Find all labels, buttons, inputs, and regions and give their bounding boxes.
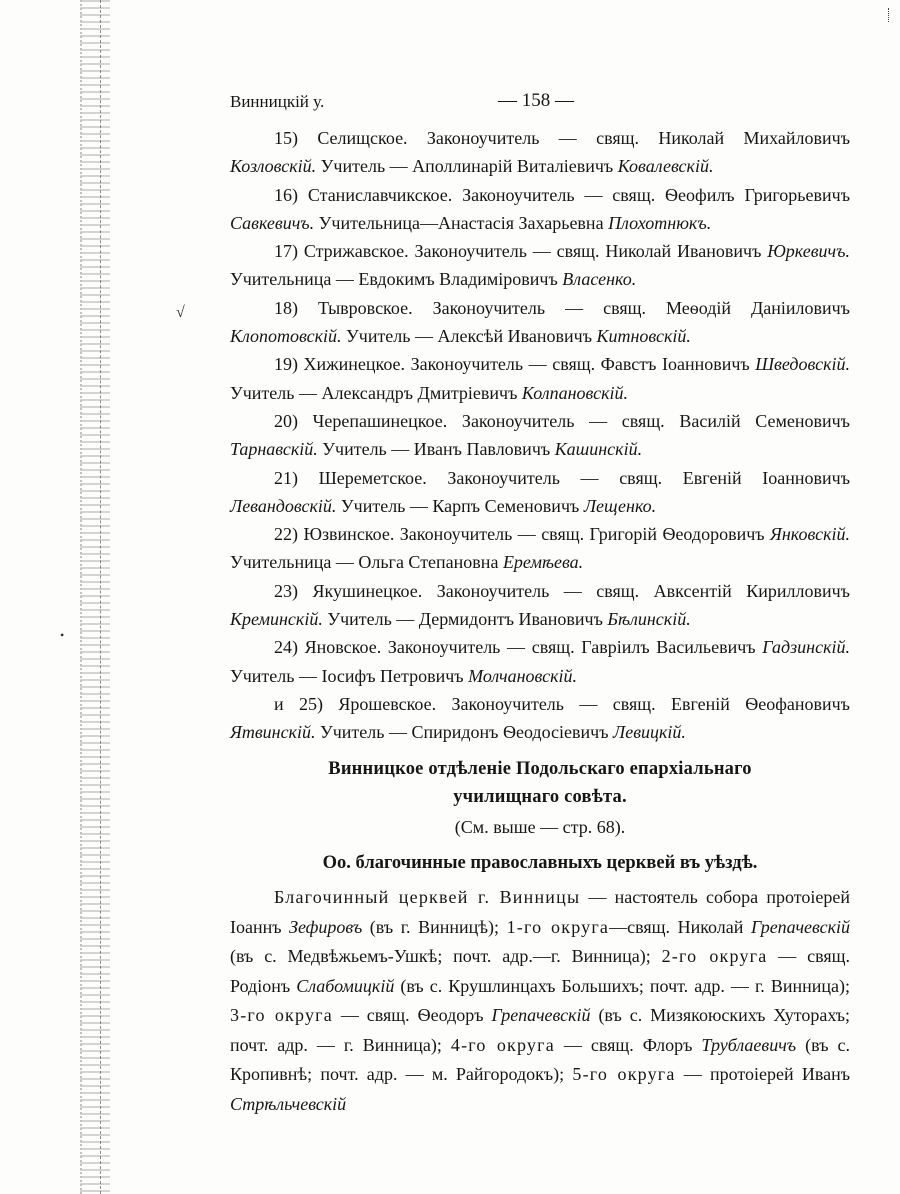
para-text: (въ с. Медвѣжьемъ-Ушкѣ; почт. адр.—г. Винница); [230, 946, 662, 967]
surname: Зефировъ [289, 916, 363, 937]
entry-teacher: Учитель — Іосифъ Петровичъ [230, 665, 469, 686]
entry-lead: 20) Черепашинецкое. Законоучитель — свящ. Василій Семеновичъ [274, 410, 850, 431]
entry-lead: 18) Тывровское. Законоучитель — свящ. Меѳодій Даніиловичъ [274, 297, 850, 318]
para-text: — свящ. Флоръ [554, 1034, 702, 1055]
entry-surname: Ковалевскій. [617, 156, 714, 177]
district-label: 5-го округа [572, 1064, 676, 1085]
school-entry [230, 181, 850, 238]
entry-teacher: Учитель — Алексѣй Ивановичъ [341, 326, 597, 347]
section-reference: (См. выше — стр. 68). [454, 816, 626, 837]
entry-teacher: Учитель — Иванъ Павловичъ [317, 439, 555, 460]
running-head: Винницкій у. [230, 92, 325, 111]
surname: Трублаевичъ [701, 1034, 797, 1055]
section-heading [230, 755, 850, 811]
school-entries [230, 124, 850, 747]
entry-surname: Еремѣева. [502, 552, 584, 573]
school-entry [230, 294, 850, 351]
school-entry [230, 577, 850, 634]
entry-surname: Лещенко. [583, 495, 657, 516]
page-number: — 158 — [498, 90, 574, 111]
entry-lead: и 25) Ярошевское. Законоучитель — свящ. Евгеній Ѳеофановичъ [274, 693, 850, 714]
entry-surname: Ятвинскій. [230, 722, 316, 743]
binding-seam [100, 0, 105, 1194]
school-entry [230, 690, 850, 747]
page-header [230, 92, 850, 114]
entry-surname: Левицкій. [613, 722, 686, 743]
entry-lead: 24) Яновское. Законоучитель — свящ. Гавріилъ Васильевичъ [274, 637, 756, 658]
binding-edge [80, 0, 110, 1194]
entry-surname: Плохотнюкъ. [608, 212, 712, 233]
entry-surname: Клопотовскій. [230, 326, 342, 347]
school-entry [230, 237, 850, 294]
page-body [230, 124, 850, 1119]
entry-teacher: Учительница — Евдокимъ Владиміровичъ [230, 269, 563, 290]
edge-mark [888, 8, 892, 22]
para-text: (въ с. Крушлинцахъ Большихъ; почт. адр. — г. Винница); [394, 975, 850, 996]
entry-surname: Власенко. [562, 269, 637, 290]
entry-teacher: Учитель — Спиридонъ Ѳеодосіевичъ [315, 722, 614, 743]
surname: Грепачевскій [491, 1005, 591, 1026]
section-heading-line2: училищнаго совѣта. [453, 786, 627, 807]
entry-surname: Кашинскій. [554, 439, 643, 460]
school-entry [230, 520, 850, 577]
para-text: Благочинный церквей г. Винницы [274, 887, 581, 908]
subsection-heading: Оо. благочинные православныхъ церквей въ уѣздѣ. [322, 852, 758, 873]
entry-surname: Молчановскій. [468, 665, 577, 686]
entry-surname: Креминскій. [230, 609, 323, 630]
surname: Грепачевскій [750, 916, 851, 937]
margin-dot-mark: • [60, 628, 65, 642]
para-text: —свящ. Николай [609, 916, 751, 937]
entry-teacher: Учитель — Дермидонтъ Ивановичъ [322, 609, 608, 630]
para-text: — протоіерей Иванъ [675, 1064, 851, 1085]
entry-lead: 17) Стрижавское. Законоучитель — свящ. Николай Ивановичъ [274, 241, 762, 262]
entry-teacher: Учитель — Аполлинарій Виталіевичъ [316, 156, 618, 177]
district-label: 3-го округа [230, 1005, 333, 1026]
school-entry [230, 464, 850, 521]
entry-surname: Китновскій. [596, 326, 691, 347]
entry-surname: Янковскій. [770, 524, 851, 545]
school-entry [230, 124, 850, 181]
entry-lead: 21) Шереметское. Законоучитель — свящ. Евгеній Іоанновичъ [274, 467, 850, 488]
entry-teacher: Учитель — Александръ Дмитріевичъ [230, 382, 522, 403]
district-label: 1-го округа [506, 916, 610, 937]
entry-lead: 22) Юзвинское. Законоучитель — свящ. Григорій Ѳеодоровичъ [274, 524, 765, 545]
entry-surname: Юркевичъ. [767, 241, 850, 262]
school-entry [230, 350, 850, 407]
district-label: 4-го округа [450, 1034, 555, 1055]
entry-teacher: Учитель — Карпъ Семеновичъ [336, 495, 584, 516]
entry-surname: Колпановскій. [521, 382, 629, 403]
entry-teacher: Учительница — Ольга Степановна [230, 552, 503, 573]
entry-surname: Тарнавскій. [230, 439, 318, 460]
para-text: (въ г. Винницѣ); [362, 916, 507, 937]
surname: Слабомицкій [296, 975, 395, 996]
entry-lead: 16) Станиславчикское. Законоучитель — свящ. Ѳеофилъ Григорьевичъ [274, 184, 850, 205]
para-text: — настоятель собора протоіерей Іоаннъ [230, 887, 850, 937]
entry-surname: Шведовскій. [755, 354, 851, 375]
entry-surname: Савкевичъ. [230, 212, 315, 233]
entry-teacher: Учительница—Анастасія Захарьевна [314, 212, 609, 233]
margin-check-mark: √ [176, 304, 185, 321]
para-text: — свящ. Ѳеодоръ [332, 1005, 492, 1026]
entry-surname: Бѣлинскій. [607, 609, 691, 630]
deans-paragraph [230, 883, 850, 1119]
para-text: (въ с. Мизякоюскихъ Хуторахъ; почт. адр. — г. Винница); [230, 1005, 850, 1055]
entry-surname: Козловскій. [230, 156, 317, 177]
para-text: (въ с. Кропивнѣ; почт. адр. — м. Райгородокъ); [230, 1034, 850, 1085]
school-entry [230, 407, 850, 464]
district-label: 2-го округа [661, 946, 768, 967]
section-heading-line1: Винницкое отдѣленіе Подольскаго епархіальнаго [328, 758, 752, 779]
para-text: — свящ. Родіонъ [230, 946, 851, 996]
surname: Стрѣльчевскій [230, 1093, 347, 1114]
school-entry [230, 633, 850, 690]
entry-lead: 23) Якушинецкое. Законоучитель — свящ. Авксентій Кирилловичъ [274, 580, 850, 601]
entry-surname: Левандовскій. [230, 495, 337, 516]
entry-lead: 15) Селищское. Законоучитель — свящ. Николай Михайловичъ [274, 128, 850, 148]
entry-surname: Гадзинскій. [762, 637, 851, 658]
entry-lead: 19) Хижинецкое. Законоучитель — свящ. Фавстъ Іоанновичъ [274, 354, 750, 375]
